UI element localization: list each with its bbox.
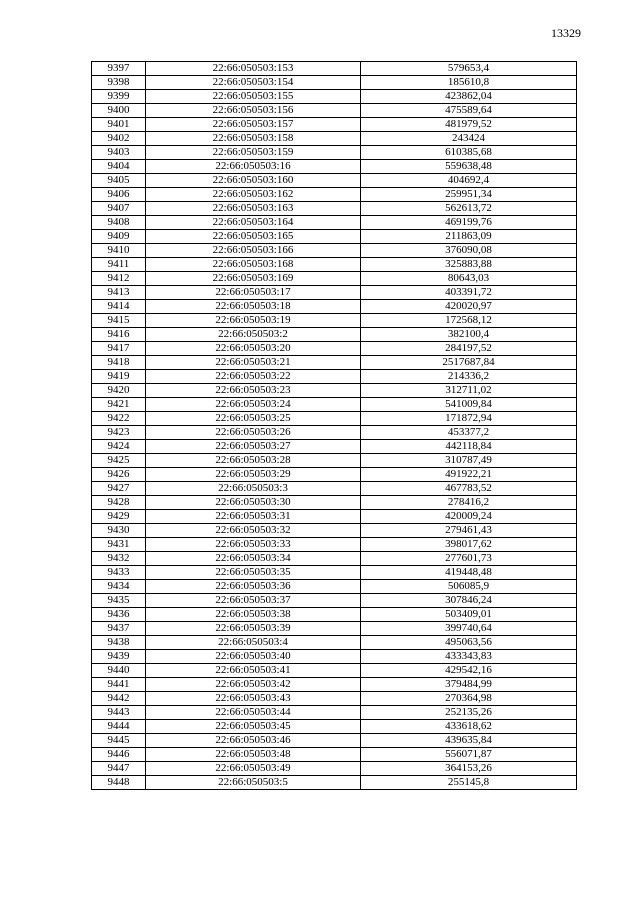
row-number-cell: 9419	[92, 370, 146, 384]
value-cell: 172568,12	[361, 314, 577, 328]
table-row	[92, 356, 577, 370]
row-number-cell: 9421	[92, 398, 146, 412]
cadastral-number-cell: 22:66:050503:169	[146, 272, 361, 286]
table-row	[92, 104, 577, 118]
row-number-cell: 9418	[92, 356, 146, 370]
table-row	[92, 370, 577, 384]
table-row	[92, 734, 577, 748]
table-row	[92, 426, 577, 440]
cadastral-number-cell: 22:66:050503:35	[146, 566, 361, 580]
row-number-cell: 9431	[92, 538, 146, 552]
cadastral-number-cell: 22:66:050503:46	[146, 734, 361, 748]
table-row	[92, 286, 577, 300]
value-cell: 80643,03	[361, 272, 577, 286]
row-number-cell: 9443	[92, 706, 146, 720]
value-cell: 2517687,84	[361, 356, 577, 370]
table-row	[92, 174, 577, 188]
table-row	[92, 62, 577, 76]
table-row	[92, 384, 577, 398]
row-number-cell: 9420	[92, 384, 146, 398]
value-cell: 284197,52	[361, 342, 577, 356]
table-row	[92, 776, 577, 790]
value-cell: 433618,62	[361, 720, 577, 734]
value-cell: 469199,76	[361, 216, 577, 230]
value-cell: 379484,99	[361, 678, 577, 692]
value-cell: 243424	[361, 132, 577, 146]
row-number-cell: 9402	[92, 132, 146, 146]
cadastral-number-cell: 22:66:050503:164	[146, 216, 361, 230]
row-number-cell: 9400	[92, 104, 146, 118]
table-row	[92, 482, 577, 496]
value-cell: 423862,04	[361, 90, 577, 104]
table-row	[92, 762, 577, 776]
value-cell: 325883,88	[361, 258, 577, 272]
value-cell: 252135,26	[361, 706, 577, 720]
table-row	[92, 440, 577, 454]
table-row	[92, 258, 577, 272]
row-number-cell: 9410	[92, 244, 146, 258]
row-number-cell: 9403	[92, 146, 146, 160]
row-number-cell: 9417	[92, 342, 146, 356]
row-number-cell: 9433	[92, 566, 146, 580]
row-number-cell: 9434	[92, 580, 146, 594]
cadastral-number-cell: 22:66:050503:34	[146, 552, 361, 566]
cadastral-number-cell: 22:66:050503:165	[146, 230, 361, 244]
table-row	[92, 650, 577, 664]
table-row	[92, 118, 577, 132]
cadastral-number-cell: 22:66:050503:4	[146, 636, 361, 650]
row-number-cell: 9435	[92, 594, 146, 608]
row-number-cell: 9437	[92, 622, 146, 636]
row-number-cell: 9401	[92, 118, 146, 132]
row-number-cell: 9432	[92, 552, 146, 566]
value-cell: 506085,9	[361, 580, 577, 594]
value-cell: 404692,4	[361, 174, 577, 188]
cadastral-number-cell: 22:66:050503:160	[146, 174, 361, 188]
cadastral-number-cell: 22:66:050503:32	[146, 524, 361, 538]
value-cell: 541009,84	[361, 398, 577, 412]
value-cell: 562613,72	[361, 202, 577, 216]
cadastral-number-cell: 22:66:050503:21	[146, 356, 361, 370]
value-cell: 420009,24	[361, 510, 577, 524]
row-number-cell: 9425	[92, 454, 146, 468]
table-row	[92, 188, 577, 202]
cadastral-number-cell: 22:66:050503:36	[146, 580, 361, 594]
row-number-cell: 9428	[92, 496, 146, 510]
cadastral-number-cell: 22:66:050503:20	[146, 342, 361, 356]
cadastral-number-cell: 22:66:050503:31	[146, 510, 361, 524]
table-row	[92, 538, 577, 552]
value-cell: 185610,8	[361, 76, 577, 90]
row-number-cell: 9423	[92, 426, 146, 440]
value-cell: 610385,68	[361, 146, 577, 160]
cadastral-number-cell: 22:66:050503:49	[146, 762, 361, 776]
table-row	[92, 230, 577, 244]
value-cell: 310787,49	[361, 454, 577, 468]
table-row	[92, 678, 577, 692]
table-row	[92, 748, 577, 762]
cadastral-number-cell: 22:66:050503:43	[146, 692, 361, 706]
table-row	[92, 146, 577, 160]
value-cell: 579653,4	[361, 62, 577, 76]
row-number-cell: 9413	[92, 286, 146, 300]
table-row	[92, 622, 577, 636]
row-number-cell: 9442	[92, 692, 146, 706]
table-row	[92, 692, 577, 706]
cadastral-number-cell: 22:66:050503:26	[146, 426, 361, 440]
cadastral-number-cell: 22:66:050503:159	[146, 146, 361, 160]
value-cell: 382100,4	[361, 328, 577, 342]
row-number-cell: 9430	[92, 524, 146, 538]
table-row	[92, 608, 577, 622]
table-row	[92, 244, 577, 258]
table-row	[92, 552, 577, 566]
table-row	[92, 90, 577, 104]
row-number-cell: 9427	[92, 482, 146, 496]
value-cell: 364153,26	[361, 762, 577, 776]
cadastral-number-cell: 22:66:050503:162	[146, 188, 361, 202]
table-row	[92, 510, 577, 524]
value-cell: 491922,21	[361, 468, 577, 482]
cadastral-number-cell: 22:66:050503:157	[146, 118, 361, 132]
value-cell: 278416,2	[361, 496, 577, 510]
value-cell: 171872,94	[361, 412, 577, 426]
row-number-cell: 9407	[92, 202, 146, 216]
value-cell: 279461,43	[361, 524, 577, 538]
value-cell: 270364,98	[361, 692, 577, 706]
row-number-cell: 9446	[92, 748, 146, 762]
table-row	[92, 706, 577, 720]
page-number: 13329	[551, 26, 581, 40]
value-cell: 277601,73	[361, 552, 577, 566]
cadastral-number-cell: 22:66:050503:163	[146, 202, 361, 216]
table-row	[92, 272, 577, 286]
row-number-cell: 9422	[92, 412, 146, 426]
cadastral-number-cell: 22:66:050503:18	[146, 300, 361, 314]
row-number-cell: 9426	[92, 468, 146, 482]
value-cell: 398017,62	[361, 538, 577, 552]
row-number-cell: 9445	[92, 734, 146, 748]
table-row	[92, 412, 577, 426]
value-cell: 475589,64	[361, 104, 577, 118]
cadastral-number-cell: 22:66:050503:23	[146, 384, 361, 398]
table-row	[92, 468, 577, 482]
row-number-cell: 9424	[92, 440, 146, 454]
cadastral-number-cell: 22:66:050503:24	[146, 398, 361, 412]
cadastral-number-cell: 22:66:050503:29	[146, 468, 361, 482]
cadastral-number-cell: 22:66:050503:44	[146, 706, 361, 720]
cadastral-number-cell: 22:66:050503:37	[146, 594, 361, 608]
value-cell: 433343,83	[361, 650, 577, 664]
cadastral-number-cell: 22:66:050503:154	[146, 76, 361, 90]
row-number-cell: 9415	[92, 314, 146, 328]
row-number-cell: 9397	[92, 62, 146, 76]
row-number-cell: 9439	[92, 650, 146, 664]
value-cell: 495063,56	[361, 636, 577, 650]
row-number-cell: 9398	[92, 76, 146, 90]
row-number-cell: 9411	[92, 258, 146, 272]
table-row	[92, 342, 577, 356]
row-number-cell: 9448	[92, 776, 146, 790]
row-number-cell: 9405	[92, 174, 146, 188]
table-row	[92, 524, 577, 538]
cadastral-number-cell: 22:66:050503:158	[146, 132, 361, 146]
table-row	[92, 202, 577, 216]
value-cell: 211863,09	[361, 230, 577, 244]
cadastral-number-cell: 22:66:050503:41	[146, 664, 361, 678]
table-row	[92, 216, 577, 230]
cadastral-number-cell: 22:66:050503:153	[146, 62, 361, 76]
cadastral-number-cell: 22:66:050503:3	[146, 482, 361, 496]
cadastral-number-cell: 22:66:050503:19	[146, 314, 361, 328]
table-row	[92, 314, 577, 328]
row-number-cell: 9399	[92, 90, 146, 104]
cadastral-number-cell: 22:66:050503:2	[146, 328, 361, 342]
row-number-cell: 9444	[92, 720, 146, 734]
cadastral-number-cell: 22:66:050503:155	[146, 90, 361, 104]
value-cell: 453377,2	[361, 426, 577, 440]
value-cell: 467783,52	[361, 482, 577, 496]
cadastral-number-cell: 22:66:050503:22	[146, 370, 361, 384]
table-body	[92, 62, 577, 790]
table-row	[92, 580, 577, 594]
row-number-cell: 9409	[92, 230, 146, 244]
row-number-cell: 9406	[92, 188, 146, 202]
value-cell: 419448,48	[361, 566, 577, 580]
row-number-cell: 9404	[92, 160, 146, 174]
value-cell: 307846,24	[361, 594, 577, 608]
cadastral-number-cell: 22:66:050503:16	[146, 160, 361, 174]
table-row	[92, 328, 577, 342]
cadastral-number-cell: 22:66:050503:5	[146, 776, 361, 790]
value-cell: 439635,84	[361, 734, 577, 748]
table-row	[92, 594, 577, 608]
row-number-cell: 9429	[92, 510, 146, 524]
table-row	[92, 664, 577, 678]
cadastral-number-cell: 22:66:050503:25	[146, 412, 361, 426]
cadastral-table	[91, 61, 577, 790]
value-cell: 442118,84	[361, 440, 577, 454]
row-number-cell: 9436	[92, 608, 146, 622]
cadastral-number-cell: 22:66:050503:17	[146, 286, 361, 300]
table-row	[92, 720, 577, 734]
cadastral-number-cell: 22:66:050503:45	[146, 720, 361, 734]
value-cell: 556071,87	[361, 748, 577, 762]
value-cell: 399740,64	[361, 622, 577, 636]
row-number-cell: 9441	[92, 678, 146, 692]
table-row	[92, 454, 577, 468]
row-number-cell: 9416	[92, 328, 146, 342]
table-row	[92, 636, 577, 650]
value-cell: 429542,16	[361, 664, 577, 678]
table-row	[92, 160, 577, 174]
table-row	[92, 566, 577, 580]
value-cell: 255145,8	[361, 776, 577, 790]
cadastral-number-cell: 22:66:050503:30	[146, 496, 361, 510]
row-number-cell: 9447	[92, 762, 146, 776]
cadastral-number-cell: 22:66:050503:156	[146, 104, 361, 118]
value-cell: 481979,52	[361, 118, 577, 132]
value-cell: 259951,34	[361, 188, 577, 202]
row-number-cell: 9408	[92, 216, 146, 230]
cadastral-number-cell: 22:66:050503:40	[146, 650, 361, 664]
row-number-cell: 9412	[92, 272, 146, 286]
cadastral-number-cell: 22:66:050503:168	[146, 258, 361, 272]
cadastral-number-cell: 22:66:050503:48	[146, 748, 361, 762]
row-number-cell: 9440	[92, 664, 146, 678]
cadastral-number-cell: 22:66:050503:27	[146, 440, 361, 454]
cadastral-number-cell: 22:66:050503:42	[146, 678, 361, 692]
value-cell: 403391,72	[361, 286, 577, 300]
table-row	[92, 76, 577, 90]
table-row	[92, 398, 577, 412]
cadastral-number-cell: 22:66:050503:38	[146, 608, 361, 622]
value-cell: 503409,01	[361, 608, 577, 622]
cadastral-number-cell: 22:66:050503:39	[146, 622, 361, 636]
cadastral-number-cell: 22:66:050503:33	[146, 538, 361, 552]
value-cell: 214336,2	[361, 370, 577, 384]
cadastral-number-cell: 22:66:050503:166	[146, 244, 361, 258]
table-row	[92, 496, 577, 510]
value-cell: 559638,48	[361, 160, 577, 174]
table-row	[92, 300, 577, 314]
table-row	[92, 132, 577, 146]
value-cell: 420020,97	[361, 300, 577, 314]
row-number-cell: 9414	[92, 300, 146, 314]
cadastral-number-cell: 22:66:050503:28	[146, 454, 361, 468]
value-cell: 312711,02	[361, 384, 577, 398]
row-number-cell: 9438	[92, 636, 146, 650]
value-cell: 376090,08	[361, 244, 577, 258]
